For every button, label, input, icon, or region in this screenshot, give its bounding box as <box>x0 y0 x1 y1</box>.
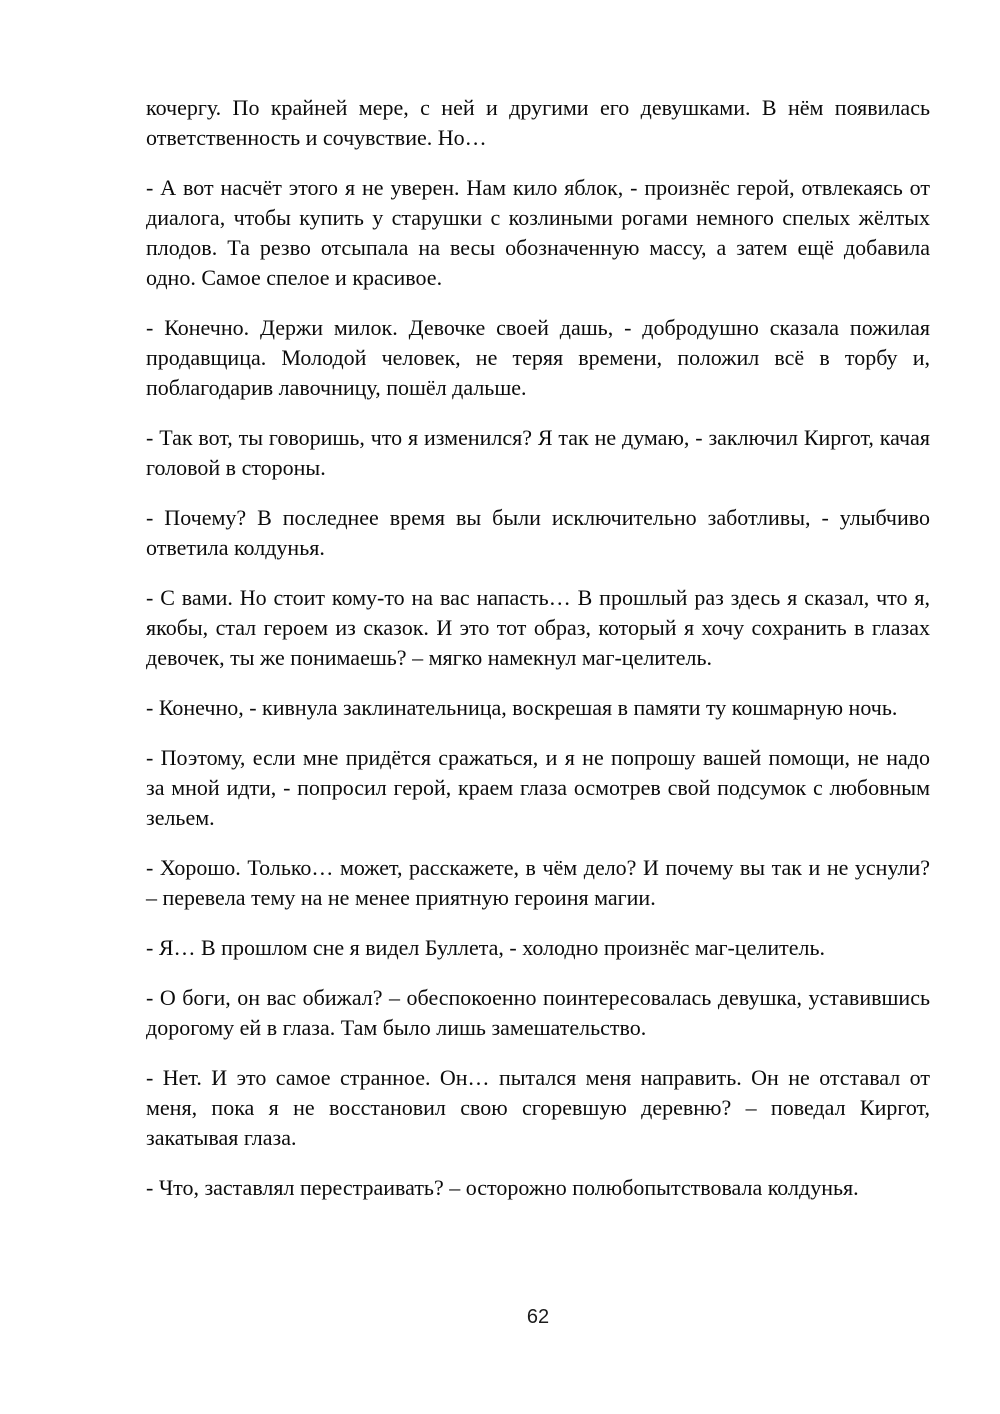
paragraph-2: - А вот насчёт этого я не уверен. Нам кило яблок, - произнёс герой, отвлекаясь от диалога, чтобы купить у старушки с козлиными рогами немного спелых жёлтых плодов. Та резво отсыпала на весы обозначенную массу, а затем ещё добавила одно. Самое спелое и красивое. <box>146 175 930 290</box>
paragraph-11: - О боги, он вас обижал? – обеспокоенно поинтересовалась девушка, уставившись дорогому ей в глаза. Там было лишь замешательство. <box>146 985 930 1040</box>
paragraph-13: - Что, заставлял перестраивать? – осторожно полюбопытствовала колдунья. <box>146 1175 859 1200</box>
page-text-body <box>146 93 930 1223</box>
paragraph-8: - Поэтому, если мне придётся сражаться, и я не попрошу вашей помощи, не надо за мной идти, - попросил герой, краем глаза осмотрев свой подсумок с любовным зельем. <box>146 745 930 830</box>
paragraph-12: - Нет. И это самое странное. Он… пытался меня направить. Он не отставал от меня, пока я не восстановил свою сгоревшую деревню? – поведал Киргот, закатывая глаза. <box>146 1065 930 1150</box>
paragraph-10: - Я… В прошлом сне я видел Буллета, - холодно произнёс маг-целитель. <box>146 935 825 960</box>
page-number: 62 <box>526 1306 550 1328</box>
paragraph-3: - Конечно. Держи милок. Девочке своей дашь, - добродушно сказала пожилая продавщица. Молодой человек, не теряя времени, положил всё в торбу и, поблагодарив лавочницу, пошёл дальше. <box>146 315 930 400</box>
paragraph-9: - Хорошо. Только… может, расскажете, в чём дело? И почему вы так и не уснули? – перевела тему на не менее приятную героиня магии. <box>146 855 930 910</box>
paragraph-7: - Конечно, - кивнула заклинательница, воскрешая в памяти ту кошмарную ночь. <box>146 695 898 720</box>
paragraph-6: - С вами. Но стоит кому-то на вас напасть… В прошлый раз здесь я сказал, что я, якобы, стал героем из сказок. И это тот образ, который я хочу сохранить в глазах девочек, ты же понимаешь? – мягко намекнул маг-целитель. <box>146 585 930 670</box>
paragraph-4: - Так вот, ты говоришь, что я изменился? Я так не думаю, - заключил Киргот, качая головой в стороны. <box>146 425 930 480</box>
paragraph-1: кочергу. По крайней мере, с ней и другими его девушками. В нём появилась ответственность и сочувствие. Но… <box>146 95 930 150</box>
paragraph-5: - Почему? В последнее время вы были исключительно заботливы, - улыбчиво ответила колдунья. <box>146 505 930 560</box>
